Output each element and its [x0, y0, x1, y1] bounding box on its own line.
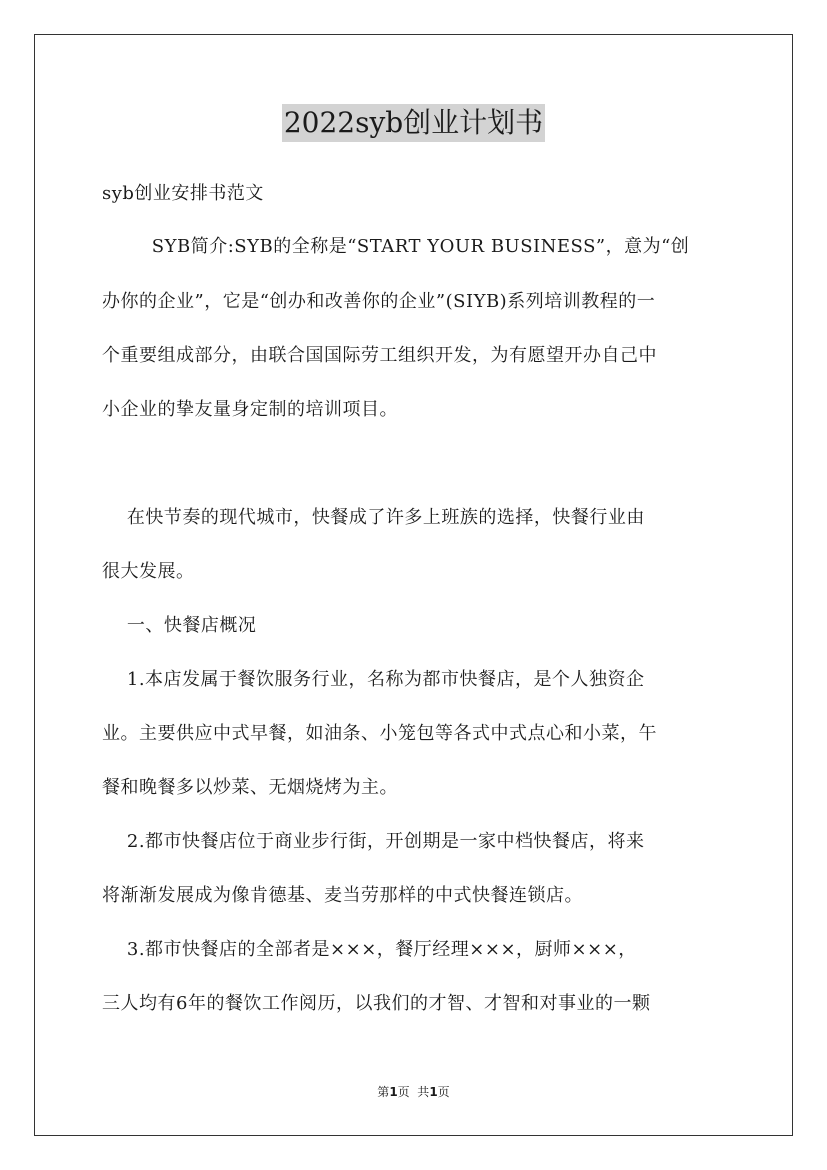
page-footer: [0, 1084, 827, 1100]
body-line: syb创业安排书范文: [102, 183, 264, 204]
body-line: 小企业的挚友量身定制的培训项目。: [102, 399, 398, 420]
footer-total-pages: 1: [429, 1085, 438, 1099]
footer-mid: 页 共: [397, 1085, 430, 1099]
body-line: 3.都市快餐店的全部者是×××，餐厅经理×××，厨师×××，: [102, 939, 637, 960]
footer-prefix: 第: [377, 1085, 390, 1099]
section-heading: 一、快餐店概况: [102, 615, 257, 636]
body-line: 业。主要供应中式早餐，如油条、小笼包等各式中式点心和小菜，午: [102, 723, 657, 744]
body-line: 很大发展。: [102, 561, 195, 582]
footer-suffix: 页: [437, 1085, 450, 1099]
footer-page-number: 1: [389, 1085, 398, 1099]
body-line: 1.本店发属于餐饮服务行业，名称为都市快餐店，是个人独资企: [102, 669, 645, 690]
body-line: 办你的企业”，它是“创办和改善你的企业”(SIYB)系列培训教程的一: [102, 291, 656, 312]
body-line: 餐和晚餐多以炒菜、无烟烧烤为主。: [102, 777, 398, 798]
title-container: [0, 104, 827, 142]
body-line: 2.都市快餐店位于商业步行街，开创期是一家中档快餐店，将来: [102, 831, 645, 852]
body-line: 三人均有6年的餐饮工作阅历，以我们的才智、才智和对事业的一颗: [102, 993, 651, 1014]
body-line: SYB简介:SYB的全称是“START YOUR BUSINESS”，意为“创: [102, 236, 690, 257]
body-line: 在快节奏的现代城市，快餐成了许多上班族的选择，快餐行业由: [102, 507, 645, 528]
document-title: 2022syb创业计划书: [282, 104, 545, 142]
body-line: 个重要组成部分，由联合国国际劳工组织开发，为有愿望开办自己中: [102, 345, 657, 366]
body-line: 将渐渐发展成为像肯德基、麦当劳那样的中式快餐连锁店。: [102, 885, 583, 906]
